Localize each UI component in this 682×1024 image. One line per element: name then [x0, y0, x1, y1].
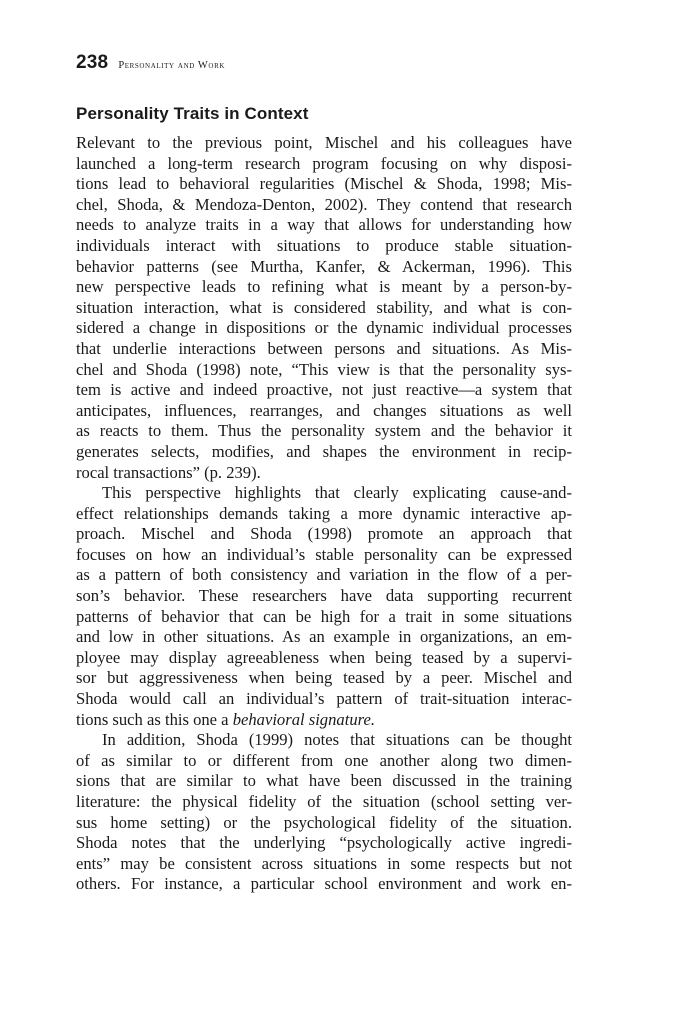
text-line: chel and Shoda (1998) note, “This view is that the personality sys-: [76, 359, 572, 379]
text-line: patterns of behavior that can be high for a trait in some situations: [76, 606, 572, 626]
text-line: In addition, Shoda (1999) notes that situations can be thought: [102, 730, 572, 750]
text-line: ployee may display agreeableness when being teased by a supervi-: [76, 647, 572, 667]
text-line: needs to analyze traits in a way that allows for understanding how: [76, 215, 572, 235]
text-line: behavior patterns (see Murtha, Kanfer, & Ackerman, 1996). This: [76, 256, 572, 276]
text-line: as reacts to them. Thus the personality system and the behavior it: [76, 421, 572, 441]
text-line: proach. Mischel and Shoda (1998) promote an approach that: [76, 524, 572, 544]
text-line: and low in other situations. As an example in organizations, an em-: [76, 627, 572, 647]
text-line: focuses on how an individual’s stable personality can be expressed: [76, 544, 572, 564]
text-line: effect relationships demands taking a more dynamic interactive ap-: [76, 503, 572, 523]
running-title: Personality and Work: [118, 60, 226, 71]
text-line: generates selects, modifies, and shapes the environment in recip-: [76, 441, 572, 461]
text-line: Relevant to the previous point, Mischel and his colleagues have: [76, 133, 572, 152]
text-line: new perspective leads to refining what is meant by a person-by-: [76, 277, 572, 297]
text-line: individuals interact with situations to produce stable situation-: [76, 235, 572, 255]
book-page: [76, 52, 572, 895]
text-line: as a pattern of both consistency and variation in the flow of a per-: [76, 565, 572, 585]
section-heading: Personality Traits in Context: [76, 104, 309, 123]
text-line: sions that are similar to what have been discussed in the training: [76, 771, 572, 791]
page-number: 238: [76, 52, 109, 73]
emphasized-term: behavioral signature.: [232, 709, 375, 729]
body-text: [76, 133, 572, 895]
text-line: sor but aggressiveness when being teased by a peer. Mischel and: [76, 668, 572, 688]
text-line: of as similar to or different from one another along two dimen-: [76, 750, 572, 770]
text-line: tions lead to behavioral regularities (Mischel & Shoda, 1998; Mis-: [76, 174, 572, 194]
running-head: [76, 52, 572, 76]
text-line: son’s behavior. These researchers have data supporting recurrent: [76, 586, 572, 606]
text-line: rocal transactions” (p. 239).: [76, 462, 261, 482]
text-line: situation interaction, what is considered stability, and what is con-: [76, 297, 572, 317]
paragraph-1: [76, 133, 572, 483]
text-line: Shoda would call an individual’s pattern of trait-situation interac-: [76, 689, 572, 709]
text-line: others. For instance, a particular school environment and work en-: [76, 874, 572, 894]
line-text: tions such as this one a: [76, 709, 233, 729]
text-line: Shoda notes that the underlying “psychologically active ingredi-: [76, 833, 572, 853]
text-line: literature: the physical fidelity of the situation (school setting ver-: [76, 792, 572, 811]
text-line: This perspective highlights that clearly explicating cause-and-: [102, 483, 572, 503]
text-line: anticipates, influences, rearranges, and changes situations as well: [76, 400, 572, 420]
paragraph-2: [76, 483, 572, 730]
paragraph-3: [76, 730, 572, 895]
text-line: sidered a change in dispositions or the dynamic individual processes: [76, 318, 572, 338]
text-line: sus home setting) or the psychological fidelity of the situation.: [76, 812, 572, 832]
text-line: that underlie interactions between persons and situations. As Mis-: [76, 338, 572, 358]
text-line: tem is active and indeed proactive, not just reactive—a system that: [76, 380, 572, 400]
text-line: chel, Shoda, & Mendoza-Denton, 2002). They contend that research: [76, 194, 572, 214]
text-line-with-emphasis: [76, 710, 572, 731]
text-line: launched a long-term research program focusing on why disposi-: [76, 153, 572, 173]
text-line: ents” may be consistent across situations in some respects but not: [76, 853, 572, 873]
